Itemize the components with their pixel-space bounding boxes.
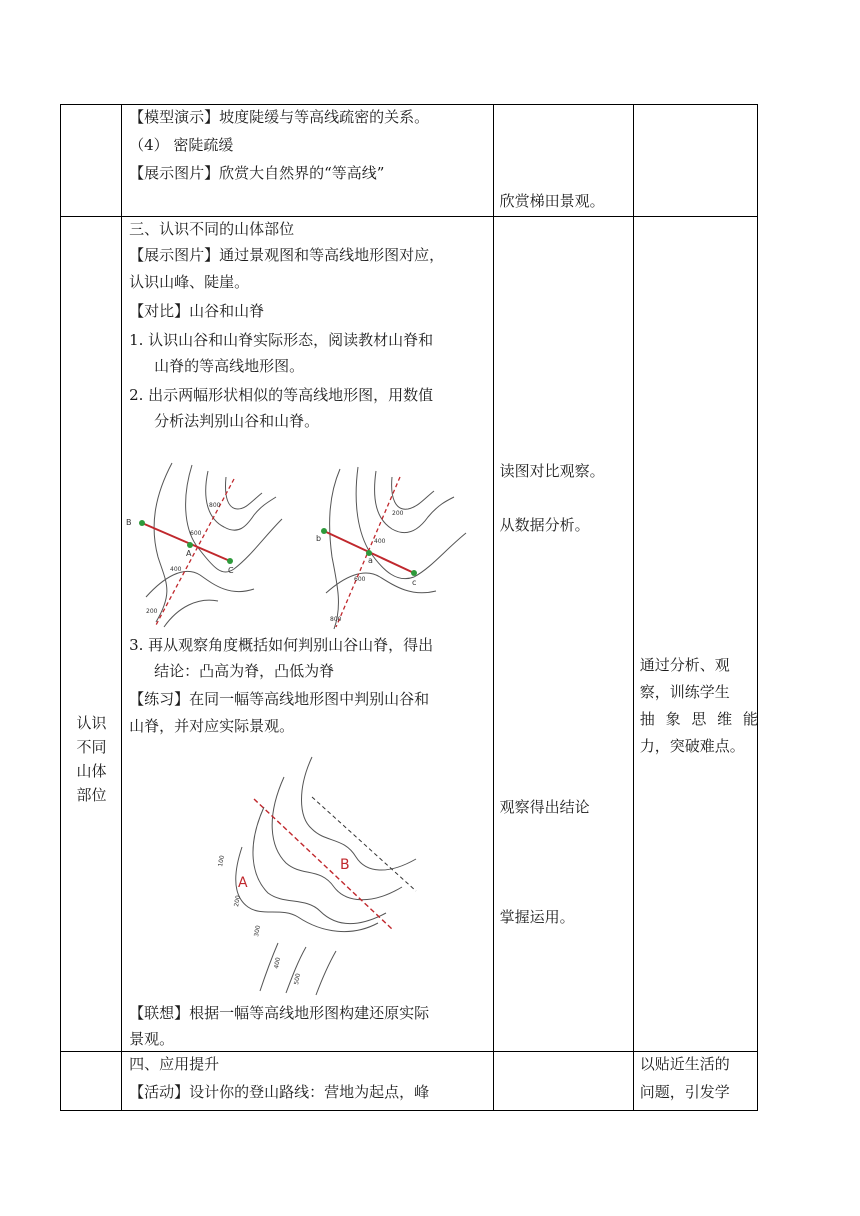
student-activity-cell (493, 105, 633, 217)
intent-cell (633, 1052, 757, 1111)
table-row (61, 217, 758, 1052)
stage-line: 部位 (76, 786, 107, 804)
terrace-text: 欣赏梯田景观。 (499, 192, 605, 210)
contour-label: 800 (209, 502, 221, 509)
teacher-activity-cell (122, 217, 494, 1052)
intent-line: 问题，引发学 (639, 1083, 730, 1101)
contour-label: 200 (392, 510, 404, 517)
point-label: B (126, 518, 132, 527)
show-picture-text: 认识山峰、陡崖。 (129, 273, 250, 291)
point-label: b (316, 534, 322, 543)
association-text: 【联想】根据一幅等高线地形图构建还原实际 (129, 1004, 430, 1022)
list-item: 3. 再从观察角度概括如何判别山谷山脊，得出 (129, 636, 434, 654)
contour-label: 400 (273, 956, 283, 970)
intent-line: 抽 象 思 维 能 (639, 710, 761, 728)
practice-text: 山脊，并对应实际景观。 (129, 717, 295, 735)
contour-map-figure-1 (126, 457, 294, 633)
list-item: 山脊的等高线地形图。 (154, 357, 305, 375)
show-picture-text: 【展示图片】通过景观图和等高线地形图对应， (129, 246, 445, 264)
contour-map-figure-3 (202, 747, 422, 997)
show-picture-text: 【展示图片】欣赏大自然界的“等高线” (129, 164, 385, 182)
intent-line: 通过分析、观 (639, 656, 730, 674)
student-activity-cell (493, 217, 633, 1052)
stage-cell (61, 1052, 122, 1111)
table-row (61, 105, 758, 217)
table-row (61, 1052, 758, 1111)
contour-label: 200 (146, 608, 158, 615)
dense-steep-text: （4） 密陡疏缓 (129, 136, 234, 154)
student-activity-text: 从数据分析。 (499, 516, 590, 534)
stage-line: 不同 (76, 738, 107, 756)
teacher-activity-cell (122, 105, 494, 217)
point-label: a (368, 556, 373, 565)
practice-text: 【练习】在同一幅等高线地形图中判别山谷和 (129, 690, 430, 708)
stage-line: 认识 (76, 714, 107, 732)
teacher-activity-cell (122, 1052, 494, 1111)
association-text: 景观。 (129, 1030, 175, 1048)
student-activity-text: 观察得出结论 (499, 798, 590, 816)
section-heading: 四、应用提升 (129, 1055, 220, 1073)
point-label: A (238, 875, 248, 891)
contour-map-figure-2 (318, 457, 478, 633)
contour-label: 800 (330, 616, 342, 623)
contour-label: 600 (190, 530, 202, 537)
contour-label: 400 (374, 538, 386, 545)
contour-label: 200 (233, 894, 243, 908)
model-demo-text: 【模型演示】坡度陡缓与等高线疏密的关系。 (129, 108, 430, 126)
point-label: C (228, 566, 234, 575)
stage-cell (61, 217, 122, 1052)
contour-label: 300 (253, 924, 263, 938)
compare-text: 【对比】山谷和山脊 (129, 302, 265, 320)
point-label: c (412, 578, 417, 587)
list-item: 2. 出示两幅形状相似的等高线地形图，用数值 (129, 386, 434, 404)
list-item: 1. 认识山谷和山脊实际形态，阅读教材山脊和 (129, 331, 434, 349)
point-label: B (340, 857, 350, 873)
list-item: 分析法判别山谷和山脊。 (154, 412, 320, 430)
intent-line: 力，突破难点。 (639, 737, 745, 755)
stage-cell (61, 105, 122, 217)
section-heading: 三、认识不同的山体部位 (129, 220, 295, 238)
lesson-plan-table (60, 104, 761, 1111)
stage-line: 山体 (76, 762, 107, 780)
list-item: 结论：凸高为脊，凸低为脊 (154, 662, 335, 680)
contour-label: 600 (354, 576, 366, 583)
intent-line: 以贴近生活的 (639, 1055, 730, 1073)
contour-label: 100 (217, 854, 227, 868)
activity-text: 【活动】设计你的登山路线：营地为起点，峰 (129, 1083, 430, 1101)
contour-label: 400 (170, 566, 182, 573)
student-activity-text: 掌握运用。 (499, 908, 575, 926)
point-label: A (186, 549, 192, 558)
intent-line: 察，训练学生 (639, 683, 730, 701)
student-activity-cell (493, 1052, 633, 1111)
intent-cell (633, 105, 757, 217)
contour-label: 500 (293, 972, 303, 986)
student-activity-text: 读图对比观察。 (499, 462, 605, 480)
intent-cell (633, 217, 761, 1052)
